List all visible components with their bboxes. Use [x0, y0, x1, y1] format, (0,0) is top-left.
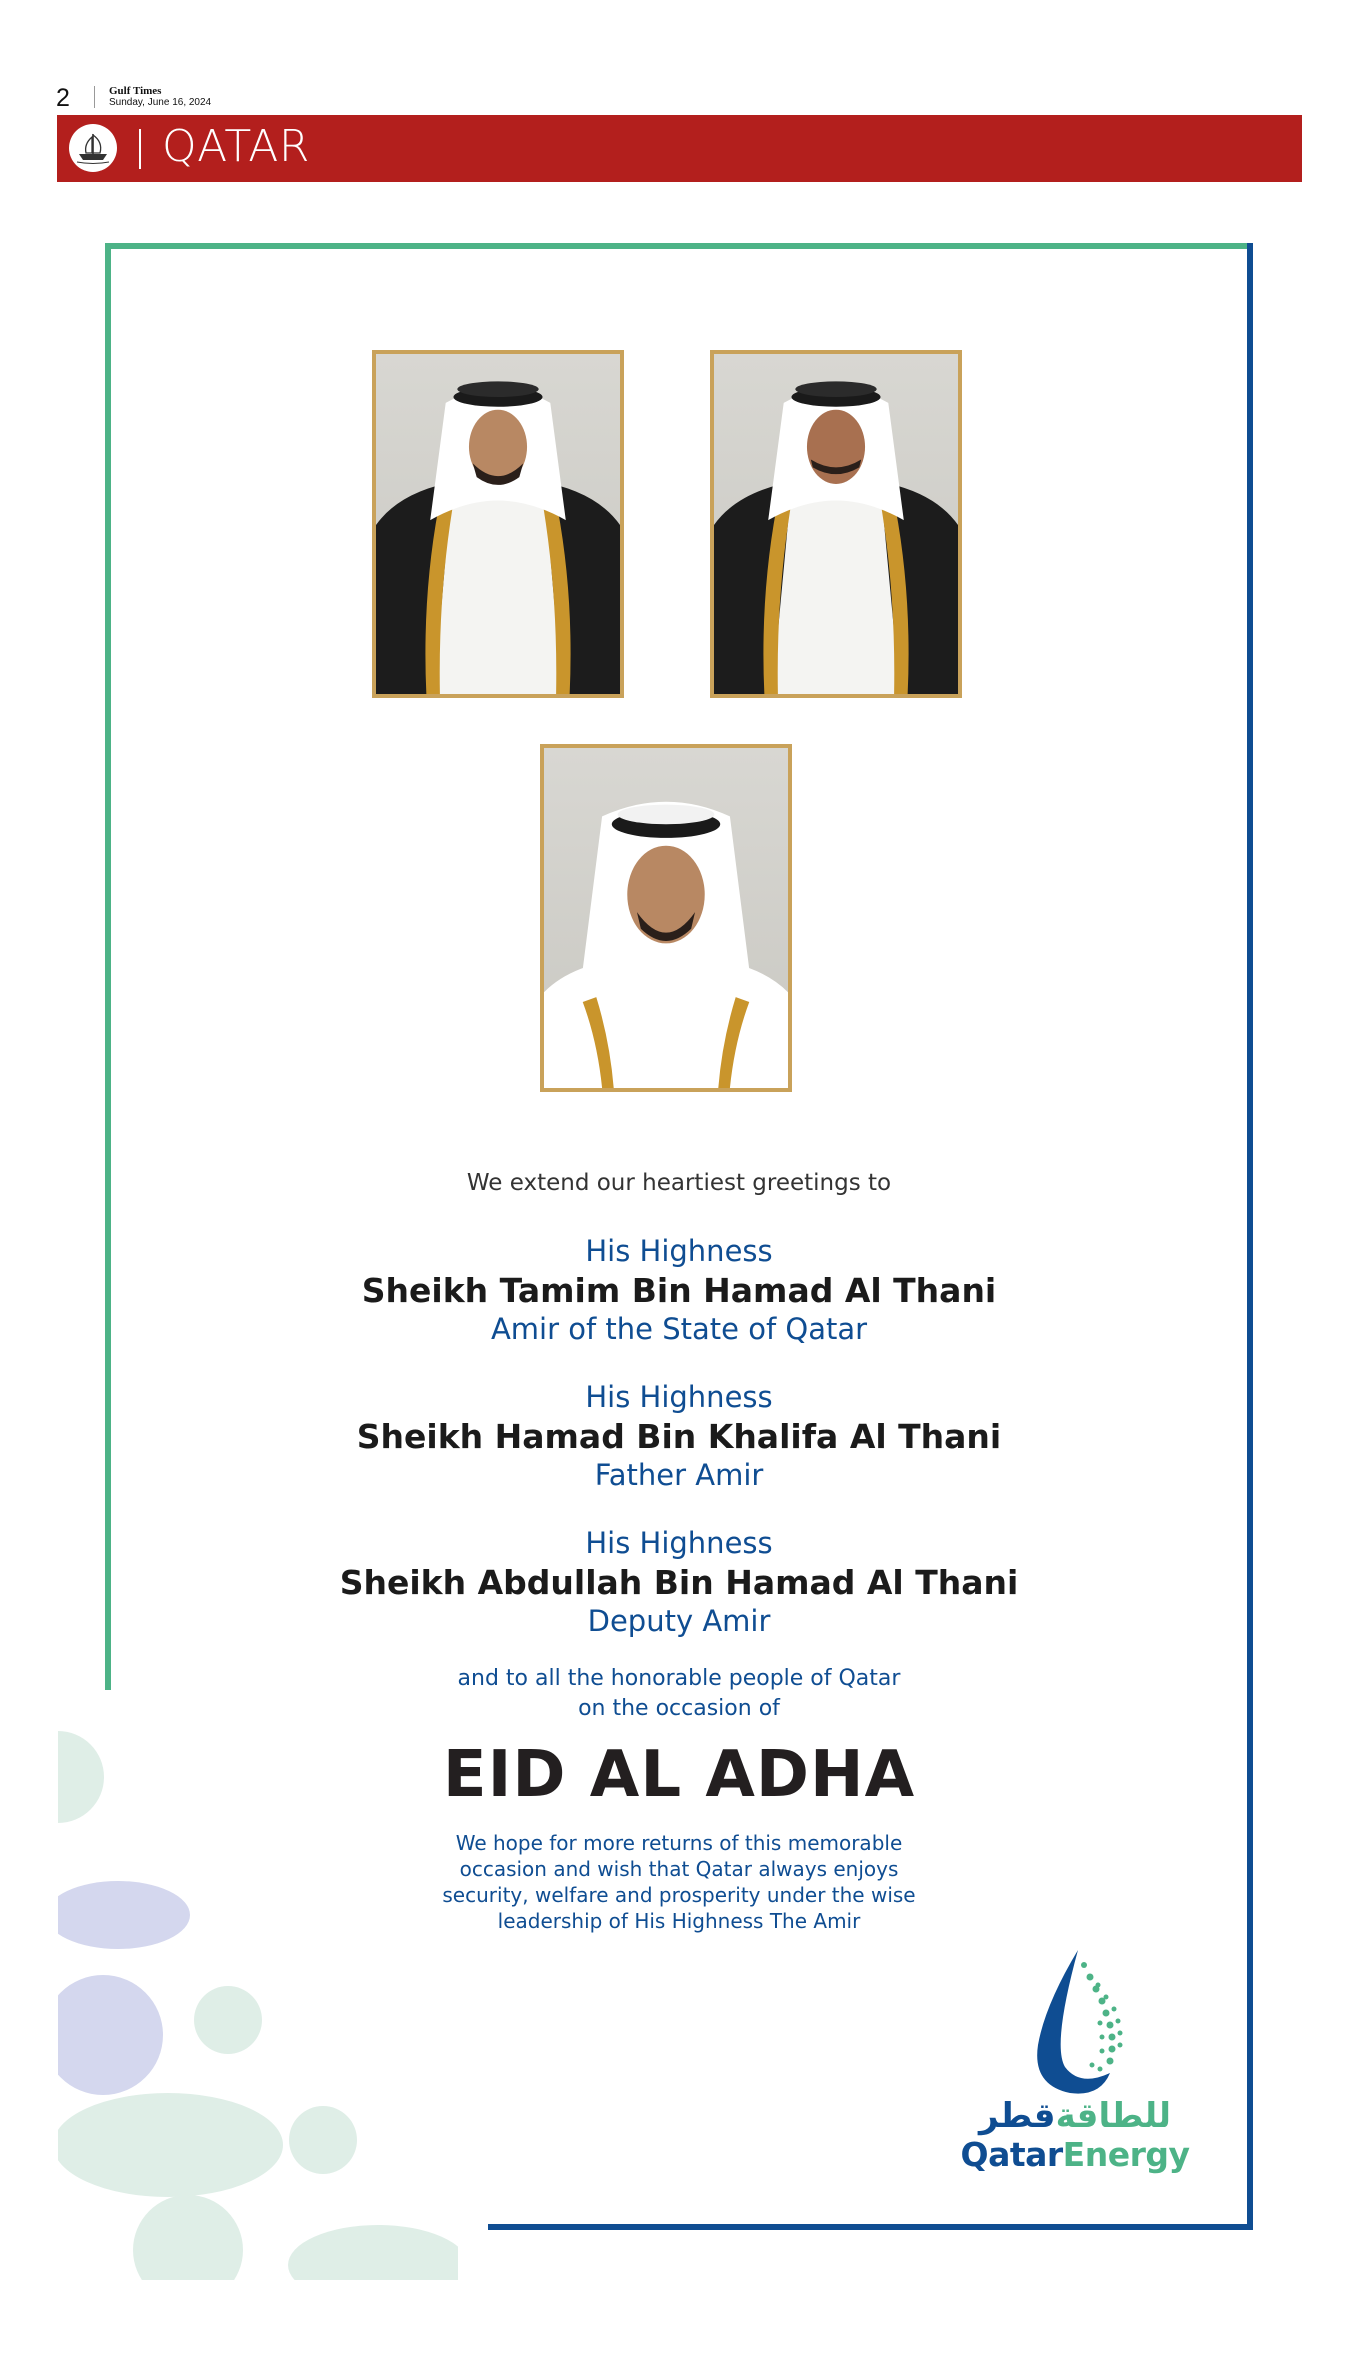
logo-latin-qatar: Qatar [960, 2135, 1063, 2174]
frame-right-blue [1247, 243, 1253, 2229]
intro-text: We extend our heartiest greetings to [466, 1170, 892, 1196]
logo-latin-energy: Energy [1062, 2135, 1190, 2174]
greetee-name: Sheikh Abdullah Bin Hamad Al Thani [339, 1563, 1019, 1602]
people-line-2: on the occasion of [578, 1696, 780, 1721]
greetee-role: Amir of the State of Qatar [490, 1312, 868, 1346]
issue-date: Sunday, June 16, 2024 [109, 96, 212, 108]
dhow-logo-icon [69, 124, 117, 172]
decorative-bubbles [58, 1725, 458, 2280]
frame-bottom-blue [488, 2224, 1253, 2230]
portrait-amir [372, 350, 624, 698]
wish-line-4: leadership of His Highness The Amir [497, 1909, 861, 1933]
greetee-name: Sheikh Tamim Bin Hamad Al Thani [361, 1271, 997, 1310]
greetee-role: Deputy Amir [587, 1604, 771, 1638]
greetee-title: His Highness [585, 1380, 773, 1414]
logo-arabic-energy: للطاقة [1055, 2096, 1171, 2136]
greetee-amir [111, 1232, 1247, 1349]
greetee-deputy-amir [111, 1524, 1247, 1641]
paper-name: Gulf Times [109, 85, 162, 97]
greetee-name: Sheikh Hamad Bin Khalifa Al Thani [356, 1417, 1002, 1456]
greetee-title: His Highness [585, 1526, 773, 1560]
people-line-1: and to all the honorable people of Qatar [457, 1666, 901, 1691]
wish-line-1: We hope for more returns of this memorable [455, 1831, 903, 1855]
section-bar [57, 115, 1302, 182]
portrait-father-amir [710, 350, 962, 698]
logo-arabic-qatar: قطر [979, 2096, 1056, 2136]
logo-latin-wordmark [960, 2136, 1190, 2174]
wish-line-2: occasion and wish that Qatar always enjoys [459, 1857, 899, 1881]
portrait-deputy-amir [540, 744, 792, 1092]
greetee-role: Father Amir [594, 1458, 764, 1492]
section-divider [139, 129, 141, 169]
greetee-title: His Highness [585, 1234, 773, 1268]
wish-line-3: security, welfare and prosperity under the wise [442, 1883, 916, 1907]
greetee-father-amir [111, 1378, 1247, 1495]
people-of-qatar-text [111, 1664, 1247, 1724]
frame-top-green [105, 243, 1253, 249]
masthead [94, 86, 211, 108]
section-title: QATAR [162, 121, 310, 172]
logo-arabic-wordmark [960, 2098, 1190, 2134]
occasion-heading: EID AL ADHA [442, 1738, 916, 1812]
page-number: 2 [56, 84, 70, 112]
